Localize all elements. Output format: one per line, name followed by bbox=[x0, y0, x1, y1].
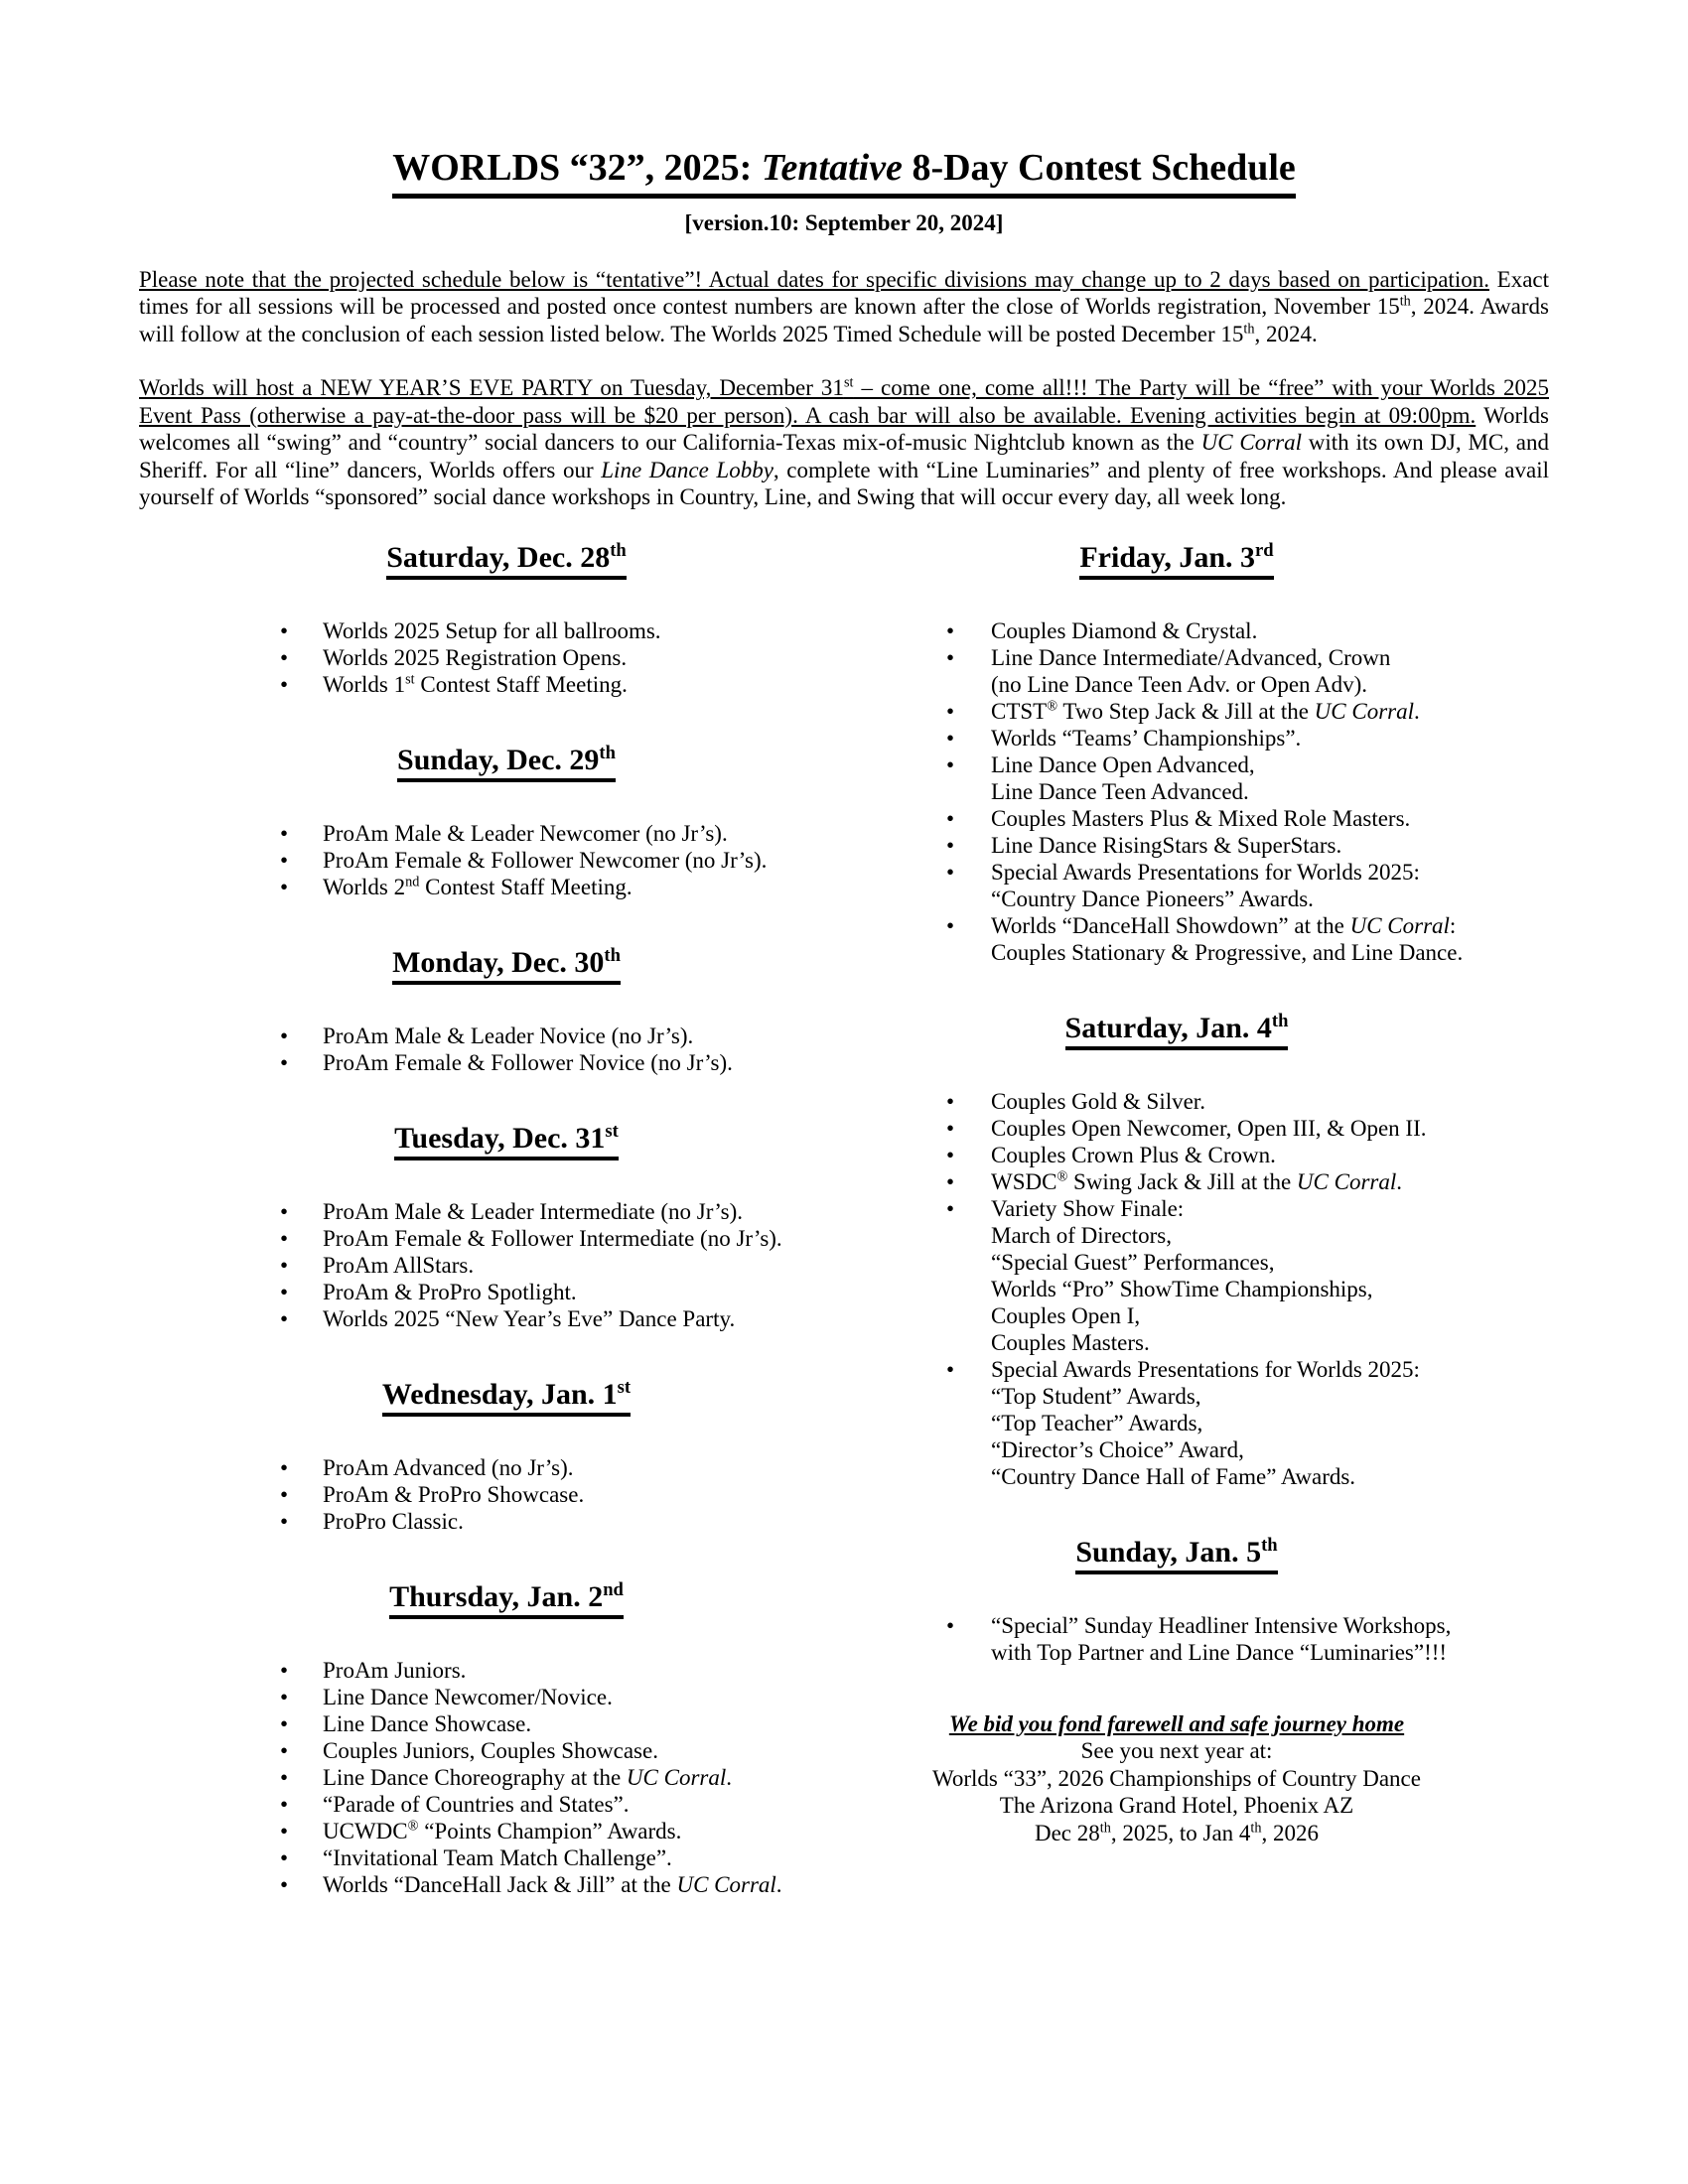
bullet-icon: • bbox=[280, 1225, 289, 1251]
day-section bbox=[139, 1378, 874, 1535]
schedule-item bbox=[139, 1764, 874, 1791]
schedule-item-text: Worlds “DanceHall Jack & Jill” at the UC Corral. bbox=[323, 1871, 782, 1897]
schedule-item-text: Worlds “Teams’ Championships”. bbox=[991, 725, 1302, 751]
day-heading-row bbox=[139, 541, 874, 580]
day-heading-row bbox=[139, 946, 874, 985]
schedule-item-text: Couples Diamond & Crystal. bbox=[991, 617, 1258, 643]
bullet-icon: • bbox=[280, 1049, 289, 1075]
bullet-icon: • bbox=[280, 1657, 289, 1683]
schedule-item bbox=[139, 874, 874, 900]
day-section bbox=[139, 946, 874, 1076]
schedule-item-text: “Parade of Countries and States”. bbox=[323, 1791, 630, 1817]
bullet-icon: • bbox=[280, 1871, 289, 1897]
day-heading-row bbox=[874, 1536, 1549, 1574]
schedule-item-text: Line Dance Newcomer/Novice. bbox=[323, 1684, 613, 1709]
schedule-item-text: ProAm Male & Leader Newcomer (no Jr’s). bbox=[323, 820, 728, 846]
farewell-line-hotel: The Arizona Grand Hotel, Phoenix AZ bbox=[999, 1793, 1354, 1819]
bullet-icon: • bbox=[280, 1710, 289, 1736]
bullet-icon: • bbox=[280, 847, 289, 873]
schedule-item bbox=[874, 698, 1549, 725]
bullet-icon: • bbox=[946, 617, 955, 643]
bullet-icon: • bbox=[280, 1279, 289, 1304]
day-section bbox=[139, 541, 874, 698]
day-section bbox=[874, 541, 1549, 966]
day-section bbox=[874, 1012, 1549, 1490]
schedule-item-text: Couples Juniors, Couples Showcase. bbox=[323, 1737, 658, 1763]
day-section bbox=[139, 1122, 874, 1332]
schedule-item-text: Line Dance Open Advanced, Line Dance Teen Advanced. bbox=[991, 751, 1255, 804]
schedule-item-text: Couples Crown Plus & Crown. bbox=[991, 1142, 1276, 1167]
day-heading-row bbox=[874, 541, 1549, 580]
day-heading-row bbox=[139, 1378, 874, 1417]
bullet-icon: • bbox=[280, 1684, 289, 1709]
day-heading: Tuesday, Dec. 31st bbox=[394, 1122, 619, 1160]
schedule-item bbox=[139, 1710, 874, 1737]
schedule-item-text: Line Dance RisingStars & SuperStars. bbox=[991, 832, 1342, 858]
schedule-item-text: Line Dance Showcase. bbox=[323, 1710, 532, 1736]
schedule-item-text: ProAm & ProPro Spotlight. bbox=[323, 1279, 577, 1304]
day-heading-row bbox=[139, 744, 874, 782]
schedule-item bbox=[139, 1791, 874, 1818]
schedule-item bbox=[139, 1657, 874, 1684]
bullet-icon: • bbox=[280, 1454, 289, 1480]
schedule-item-text: Variety Show Finale: March of Directors, “Special Guest” Performances, Worlds “Pro” ShowTime Championships, Couples Open I, Couples Masters. bbox=[991, 1195, 1373, 1355]
schedule-item bbox=[139, 671, 874, 698]
schedule-item-text: Line Dance Choreography at the UC Corral. bbox=[323, 1764, 733, 1790]
day-heading: Saturday, Dec. 28th bbox=[386, 541, 627, 580]
bullet-icon: • bbox=[280, 1481, 289, 1507]
farewell-line-see-you: See you next year at: bbox=[1080, 1738, 1273, 1764]
schedule-column-right bbox=[874, 541, 1549, 1898]
page-title: WORLDS “32”, 2025: Tentative 8-Day Contest Schedule bbox=[392, 147, 1296, 199]
day-heading: Sunday, Jan. 5th bbox=[1075, 1536, 1277, 1574]
schedule-item bbox=[874, 832, 1549, 859]
schedule-item bbox=[874, 1115, 1549, 1142]
bullet-icon: • bbox=[280, 1305, 289, 1331]
bullet-icon: • bbox=[280, 644, 289, 670]
day-heading: Wednesday, Jan. 1st bbox=[382, 1378, 631, 1417]
schedule-item-text: Worlds 2025 “New Year’s Eve” Dance Party. bbox=[323, 1305, 736, 1331]
schedule-item-text: Couples Masters Plus & Mixed Role Masters. bbox=[991, 805, 1411, 831]
schedule-column-left bbox=[139, 541, 874, 1898]
bullet-icon: • bbox=[946, 1168, 955, 1194]
schedule-item bbox=[874, 1195, 1549, 1356]
day-heading: Saturday, Jan. 4th bbox=[1065, 1012, 1289, 1050]
schedule-item bbox=[874, 859, 1549, 912]
schedule-item bbox=[874, 805, 1549, 832]
bullet-icon: • bbox=[946, 805, 955, 831]
day-heading: Thursday, Jan. 2nd bbox=[389, 1580, 624, 1619]
farewell-block bbox=[874, 1710, 1549, 1847]
schedule-item-text: Worlds 2025 Registration Opens. bbox=[323, 644, 628, 670]
schedule-item bbox=[139, 1279, 874, 1305]
schedule-item-text: ProAm Male & Leader Novice (no Jr’s). bbox=[323, 1023, 694, 1048]
schedule-item bbox=[139, 1023, 874, 1049]
schedule-item bbox=[874, 617, 1549, 644]
schedule-item-text: Couples Gold & Silver. bbox=[991, 1088, 1205, 1114]
right-sections bbox=[874, 541, 1549, 1666]
bullet-icon: • bbox=[946, 1356, 955, 1382]
day-heading-row bbox=[139, 1580, 874, 1619]
day-heading: Friday, Jan. 3rd bbox=[1079, 541, 1273, 580]
bullet-icon: • bbox=[946, 1088, 955, 1114]
schedule-item bbox=[139, 1252, 874, 1279]
bullet-icon: • bbox=[280, 1508, 289, 1534]
bullet-icon: • bbox=[946, 1115, 955, 1141]
schedule-item bbox=[139, 1481, 874, 1508]
day-heading: Sunday, Dec. 29th bbox=[397, 744, 616, 782]
schedule-item bbox=[139, 644, 874, 671]
bullet-icon: • bbox=[280, 1818, 289, 1843]
schedule-item-text: UCWDC® “Points Champion” Awards. bbox=[323, 1818, 682, 1843]
bullet-icon: • bbox=[946, 1612, 955, 1638]
schedule-item-text: “Invitational Team Match Challenge”. bbox=[323, 1844, 672, 1870]
day-heading: Monday, Dec. 30th bbox=[392, 946, 621, 985]
schedule-item bbox=[139, 1684, 874, 1710]
bullet-icon: • bbox=[946, 832, 955, 858]
schedule-item-text: ProAm & ProPro Showcase. bbox=[323, 1481, 585, 1507]
bullet-icon: • bbox=[946, 1195, 955, 1221]
bullet-icon: • bbox=[946, 698, 955, 724]
schedule-item-text: CTST® Two Step Jack & Jill at the UC Corral. bbox=[991, 698, 1420, 724]
schedule-item bbox=[874, 1142, 1549, 1168]
bullet-icon: • bbox=[946, 912, 955, 938]
schedule-item bbox=[874, 1088, 1549, 1115]
bullet-icon: • bbox=[280, 820, 289, 846]
schedule-item-text: “Special” Sunday Headliner Intensive Workshops, with Top Partner and Line Dance “Luminaries”!!! bbox=[991, 1612, 1452, 1665]
bullet-icon: • bbox=[946, 751, 955, 777]
bullet-icon: • bbox=[946, 859, 955, 885]
schedule-item bbox=[874, 644, 1549, 698]
bullet-icon: • bbox=[280, 874, 289, 899]
schedule-item-text: ProAm Juniors. bbox=[323, 1657, 467, 1683]
schedule-item bbox=[139, 1305, 874, 1332]
day-heading-row bbox=[139, 1122, 874, 1160]
schedule-item bbox=[874, 912, 1549, 966]
schedule-item-text: ProAm AllStars. bbox=[323, 1252, 475, 1278]
schedule-item bbox=[139, 1454, 874, 1481]
schedule-item-text: Worlds “DanceHall Showdown” at the UC Corral: Couples Stationary & Progressive, and Line Dance. bbox=[991, 912, 1464, 965]
version-line: [version.10: September 20, 2024] bbox=[684, 209, 1004, 235]
schedule-item bbox=[139, 617, 874, 644]
day-section bbox=[874, 1536, 1549, 1666]
schedule-item bbox=[874, 1356, 1549, 1490]
farewell-line-dates: Dec 28th, 2025, to Jan 4th, 2026 bbox=[1034, 1820, 1320, 1845]
schedule-item-text: ProAm Female & Follower Novice (no Jr’s). bbox=[323, 1049, 733, 1075]
schedule-item-text: Special Awards Presentations for Worlds 2025: “Top Student” Awards, “Top Teacher” Awards, “Director’s Choice” Award, “Country Dance Hall of Fame” Awards. bbox=[991, 1356, 1420, 1489]
schedule-item bbox=[139, 1818, 874, 1844]
schedule-item bbox=[139, 1844, 874, 1871]
schedule-columns bbox=[139, 541, 1549, 1898]
schedule-item-text: ProAm Female & Follower Intermediate (no Jr’s). bbox=[323, 1225, 782, 1251]
schedule-item bbox=[874, 751, 1549, 805]
schedule-item-text: Special Awards Presentations for Worlds 2025: “Country Dance Pioneers” Awards. bbox=[991, 859, 1420, 911]
schedule-item bbox=[139, 1737, 874, 1764]
bullet-icon: • bbox=[280, 1023, 289, 1048]
schedule-item bbox=[139, 1871, 874, 1898]
schedule-item-text: Worlds 2nd Contest Staff Meeting. bbox=[323, 874, 633, 899]
bullet-icon: • bbox=[946, 644, 955, 670]
schedule-item-text: Worlds 1st Contest Staff Meeting. bbox=[323, 671, 628, 697]
schedule-item bbox=[874, 1168, 1549, 1195]
schedule-item bbox=[874, 725, 1549, 751]
schedule-item bbox=[139, 1049, 874, 1076]
schedule-item-text: Worlds 2025 Setup for all ballrooms. bbox=[323, 617, 661, 643]
farewell-line-worlds-33: Worlds “33”, 2026 Championships of Country Dance bbox=[932, 1765, 1421, 1791]
bullet-icon: • bbox=[946, 725, 955, 751]
schedule-item-text: ProAm Female & Follower Newcomer (no Jr’s). bbox=[323, 847, 768, 873]
schedule-item-text: WSDC® Swing Jack & Jill at the UC Corral. bbox=[991, 1168, 1402, 1194]
schedule-item bbox=[139, 1198, 874, 1225]
bullet-icon: • bbox=[280, 617, 289, 643]
bullet-icon: • bbox=[280, 1844, 289, 1870]
schedule-item-text: ProPro Classic. bbox=[323, 1508, 464, 1534]
bullet-icon: • bbox=[280, 1737, 289, 1763]
intro-paragraph-nye-party: Worlds will host a NEW YEAR’S EVE PARTY on Tuesday, December 31st – come one, come all!!! The Party will be “free” with your Worlds 2025 Event Pass (otherwise a pay-at-the-door pass will be $20 per person). A cash bar will also be available. Evening activities begin at 09:00pm. Worlds welcomes all “swing” and “country” social dancers to our California-Texas mix-of-music Nightclub known as the UC Corral with its own DJ, MC, and Sheriff. For all “line” dancers, Worlds offers our Line Dance Lobby, complete with “Line Luminaries” and plenty of free workshops. And please avail yourself of Worlds “sponsored” social dance workshops in Country, Line, and Swing that will occur every day, all week long. bbox=[139, 374, 1549, 510]
schedule-item bbox=[139, 847, 874, 874]
schedule-item bbox=[139, 1225, 874, 1252]
schedule-item bbox=[139, 1508, 874, 1535]
schedule-item-text: ProAm Advanced (no Jr’s). bbox=[323, 1454, 574, 1480]
day-section bbox=[139, 1580, 874, 1898]
bullet-icon: • bbox=[280, 1252, 289, 1278]
schedule-item-text: Couples Open Newcomer, Open III, & Open II. bbox=[991, 1115, 1427, 1141]
intro-paragraph-tentative: Please note that the projected schedule below is “tentative”! Actual dates for specific divisions may change up to 2 days based on participation. Exact times for all sessions will be processed and posted once contest numbers are known after the close of Worlds registration, November 15th, 2024. Awards will follow at the conclusion of each session listed below. The Worlds 2025 Timed Schedule will be posted December 15th, 2024. bbox=[139, 266, 1549, 346]
schedule-item bbox=[874, 1612, 1549, 1666]
bullet-icon: • bbox=[280, 1198, 289, 1224]
bullet-icon: • bbox=[280, 1791, 289, 1817]
day-heading-row bbox=[874, 1012, 1549, 1050]
schedule-item bbox=[139, 820, 874, 847]
bullet-icon: • bbox=[946, 1142, 955, 1167]
farewell-lead-line: We bid you fond farewell and safe journey home bbox=[948, 1710, 1405, 1736]
schedule-item-text: Line Dance Intermediate/Advanced, Crown (no Line Dance Teen Adv. or Open Adv). bbox=[991, 644, 1391, 697]
day-section bbox=[139, 744, 874, 900]
page-title-row bbox=[139, 147, 1549, 199]
bullet-icon: • bbox=[280, 671, 289, 697]
bullet-icon: • bbox=[280, 1764, 289, 1790]
schedule-item-text: ProAm Male & Leader Intermediate (no Jr’s). bbox=[323, 1198, 744, 1224]
